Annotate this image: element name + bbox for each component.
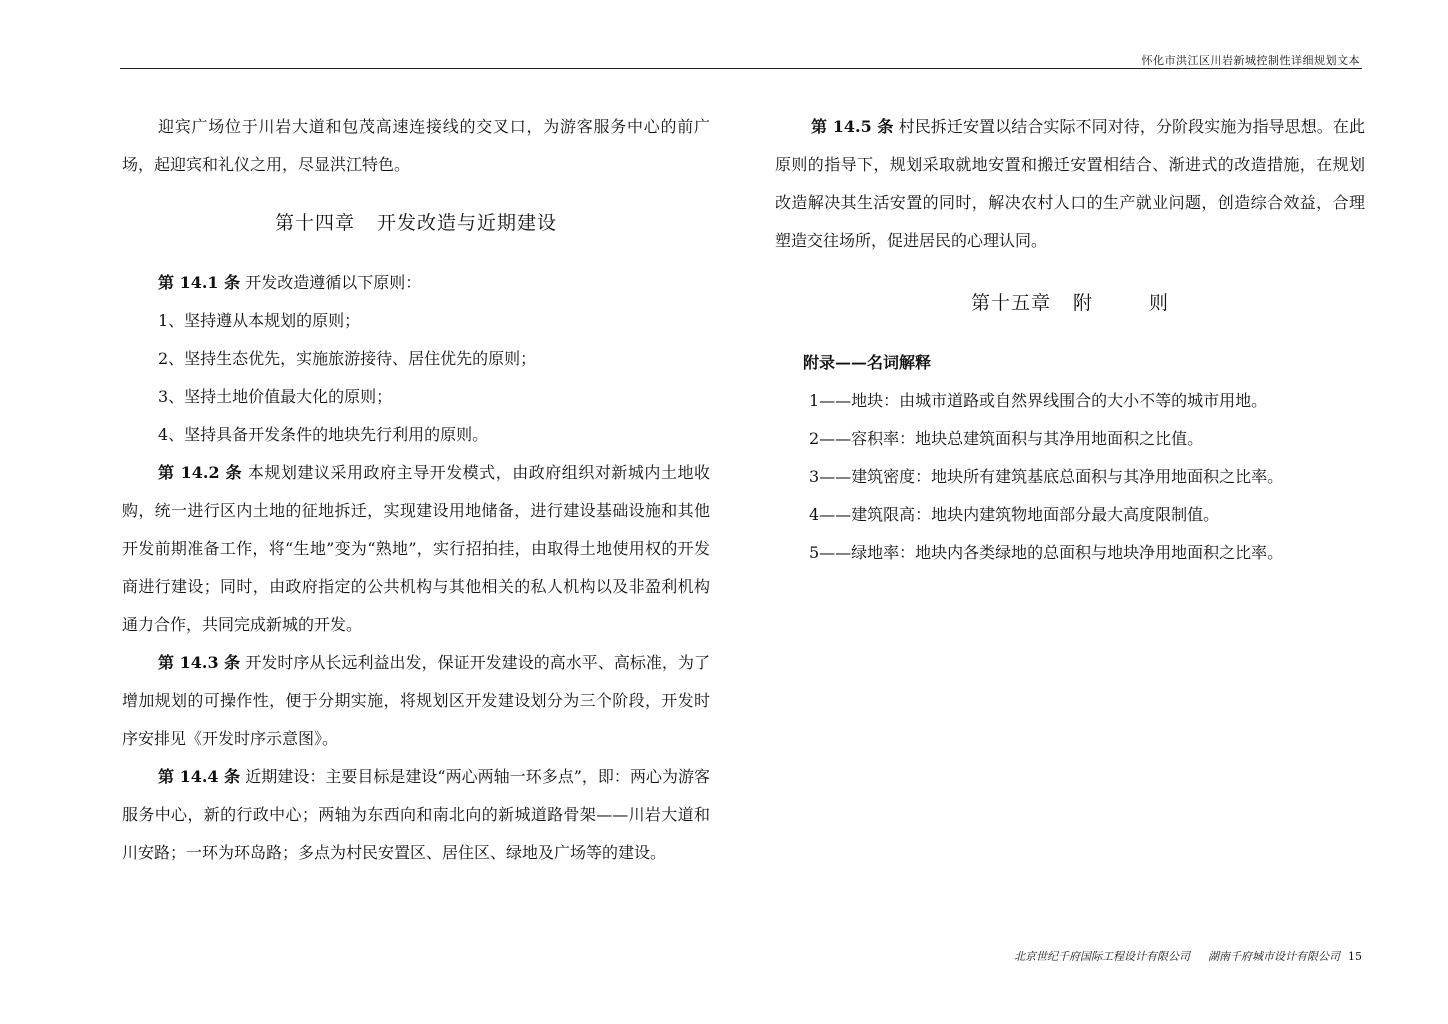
list-item: 5——绿地率：地块内各类绿地的总面积与地块净用地面积之比率。 xyxy=(809,543,1284,562)
chapter-14-title: 开发改造与近期建设 xyxy=(377,212,558,234)
article-14-1 xyxy=(122,264,710,302)
page-header xyxy=(120,50,1362,69)
article-14-3-text: 开发时序从长远利益出发，保证开发建设的高水平、高标准，为了增加规划的可操作性，便于分期实施，将规划区开发建设划分为三个阶段，开发时序安排见《开发时序示意图》。 xyxy=(122,653,710,748)
page-number: 15 xyxy=(1348,950,1362,963)
article-14-1-text: 开发改造遵循以下原则： xyxy=(245,273,422,292)
article-14-5 xyxy=(775,108,1365,260)
chapter-15-number: 第十五章 xyxy=(970,292,1051,314)
article-14-3-label: 第 14.3 条 xyxy=(158,653,241,672)
list-item: 4、坚持具备开发条件的地块先行利用的原则。 xyxy=(158,425,489,444)
chapter-15-title-b: 则 xyxy=(1149,292,1170,314)
chapter-15-heading xyxy=(775,284,1365,322)
list-item: 4——建筑限高：地块内建筑物地面部分最大高度限制值。 xyxy=(809,505,1220,524)
article-14-5-text: 村民拆迁安置以结合实际不同对待，分阶段实施为指导思想。在此原则的指导下，规划采取就地安置和搬迁安置相结合、渐进式的改造措施，在规划改造解决其生活安置的同时，解决农村人口的生产就业问题，创造综合效益，合理塑造交往场所，促进居民的心理认同。 xyxy=(775,117,1365,250)
article-14-3 xyxy=(122,644,710,758)
list-item: 3——建筑密度：地块所有建筑基底总面积与其净用地面积之比率。 xyxy=(809,467,1284,486)
left-column xyxy=(122,108,710,872)
right-column xyxy=(775,108,1365,572)
article-14-1-label: 第 14.1 条 xyxy=(158,273,241,292)
article-14-4-label: 第 14.4 条 xyxy=(158,767,241,786)
page-footer xyxy=(1014,948,1362,964)
article-14-4-text: 近期建设：主要目标是建设“两心两轴一环多点”，即：两心为游客服务中心，新的行政中心；两轴为东西向和南北向的新城道路骨架——川岩大道和川安路；一环为环岛路；多点为村民安置区、居住区、绿地及广场等的建设。 xyxy=(122,767,710,862)
list-item: 3、坚持土地价值最大化的原则； xyxy=(158,387,393,406)
list-item: 1、坚持遵从本规划的原则； xyxy=(158,311,361,330)
appendix-title: 附录——名词解释 xyxy=(803,353,932,372)
chapter-14-heading xyxy=(122,204,710,242)
article-14-2-text: 本规划建议采用政府主导开发模式，由政府组织对新城内土地收购，统一进行区内土地的征地拆迁，实现建设用地储备，进行建设基础设施和其他开发前期准备工作，将“生地”变为“熟地”，实行招拍挂，由取得土地使用权的开发商进行建设；同时，由政府指定的公共机构与其他相关的私人机构以及非盈利机构通力合作，共同完成新城的开发。 xyxy=(122,463,710,634)
list-item: 2——容积率：地块总建筑面积与其净用地面积之比值。 xyxy=(809,429,1204,448)
article-14-4 xyxy=(122,758,710,872)
article-14-2-label: 第 14.2 条 xyxy=(158,463,243,482)
list-item: 1——地块：由城市道路或自然界线围合的大小不等的城市用地。 xyxy=(809,391,1268,410)
chapter-15-title-a: 附 xyxy=(1072,292,1093,314)
footer-company-2: 湖南千府城市设计有限公司 xyxy=(1208,950,1340,963)
list-item: 2、坚持生态优先，实施旅游接待、居住优先的原则； xyxy=(158,349,537,368)
article-14-5-label: 第 14.5 条 xyxy=(811,117,894,136)
header-title: 怀化市洪江区川岩新城控制性详细规划文本 xyxy=(1141,54,1360,67)
chapter-14-number: 第十四章 xyxy=(274,212,355,234)
footer-company-1: 北京世纪千府国际工程设计有限公司 xyxy=(1014,950,1190,963)
article-14-2 xyxy=(122,454,710,644)
intro-paragraph: 迎宾广场位于川岩大道和包茂高速连接线的交叉口，为游客服务中心的前广场，起迎宾和礼仪之用，尽显洪江特色。 xyxy=(122,117,710,174)
